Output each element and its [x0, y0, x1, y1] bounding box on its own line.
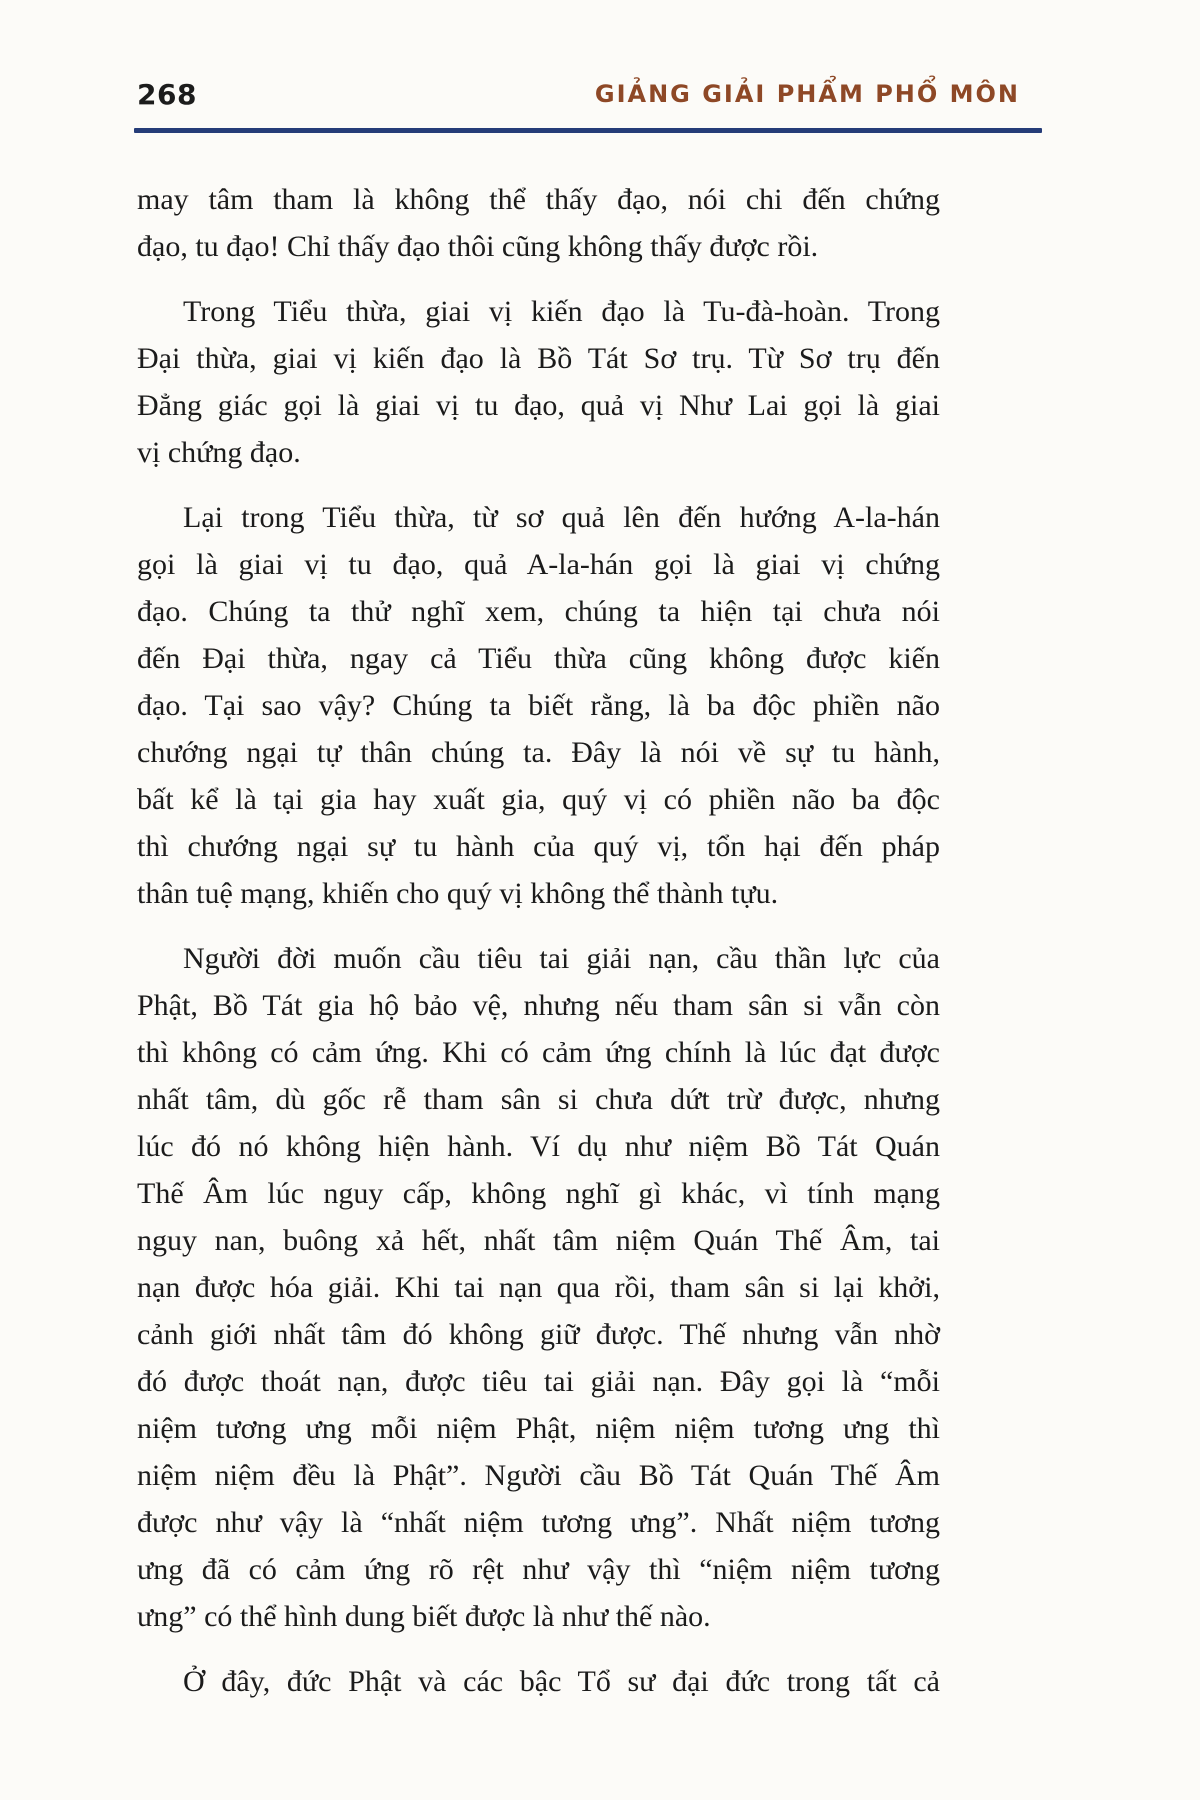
paragraph — [137, 494, 940, 917]
text-line: Đại thừa, giai vị kiến đạo là Bồ Tát Sơ trụ. Từ Sơ trụ đến — [137, 342, 940, 375]
paragraph — [137, 288, 940, 476]
text-line: lúc đó nó không hiện hành. Ví dụ như niệm Bồ Tát Quán — [137, 1130, 940, 1163]
text-line: chướng ngại tự thân chúng ta. Đây là nói về sự tu hành, — [137, 736, 940, 769]
text-line: Đẳng giác gọi là giai vị tu đạo, quả vị Như Lai gọi là giai — [137, 389, 940, 422]
text-line: ưng” có thể hình dung biết được là như thế nào. — [137, 1600, 711, 1633]
text-line: Thế Âm lúc nguy cấp, không nghĩ gì khác, vì tính mạng — [137, 1177, 940, 1210]
body-text — [137, 176, 940, 1723]
text-line: vị chứng đạo. — [137, 436, 301, 469]
text-line: bất kể là tại gia hay xuất gia, quý vị có phiền não ba độc — [137, 783, 940, 816]
text-line: được như vậy là “nhất niệm tương ưng”. Nhất niệm tương — [137, 1506, 940, 1539]
text-line: đạo. Chúng ta thử nghĩ xem, chúng ta hiện tại chưa nói — [137, 595, 940, 628]
text-line: Người đời muốn cầu tiêu tai giải nạn, cầu thần lực của — [183, 942, 940, 975]
text-line: đạo, tu đạo! Chỉ thấy đạo thôi cũng không thấy được rồi. — [137, 230, 819, 263]
text-line: nguy nan, buông xả hết, nhất tâm niệm Quán Thế Âm, tai — [137, 1224, 940, 1257]
page-number: 268 — [137, 78, 197, 111]
text-line: thì chướng ngại sự tu hành của quý vị, tổn hại đến pháp — [137, 830, 940, 863]
text-line: ưng đã có cảm ứng rõ rệt như vậy thì “niệm niệm tương — [137, 1553, 940, 1586]
text-line: nạn được hóa giải. Khi tai nạn qua rồi, tham sân si lại khởi, — [137, 1271, 940, 1304]
paragraph — [137, 935, 940, 1640]
header-rule — [134, 128, 1042, 133]
text-line: Trong Tiểu thừa, giai vị kiến đạo là Tu-đà-hoàn. Trong — [183, 295, 940, 328]
paragraph — [137, 176, 940, 270]
text-line: niệm tương ưng mỗi niệm Phật, niệm niệm tương ưng thì — [137, 1412, 940, 1445]
text-line: niệm niệm đều là Phật”. Người cầu Bồ Tát Quán Thế Âm — [137, 1459, 940, 1492]
text-line: nhất tâm, dù gốc rễ tham sân si chưa dứt trừ được, nhưng — [137, 1083, 940, 1116]
text-line: thì không có cảm ứng. Khi có cảm ứng chính là lúc đạt được — [137, 1036, 940, 1069]
text-line: gọi là giai vị tu đạo, quả A-la-hán gọi là giai vị chứng — [137, 548, 940, 581]
text-line: đến Đại thừa, ngay cả Tiểu thừa cũng không được kiến — [137, 642, 940, 675]
text-line: thân tuệ mạng, khiến cho quý vị không thể thành tựu. — [137, 877, 779, 910]
text-line: Lại trong Tiểu thừa, từ sơ quả lên đến hướng A-la-hán — [183, 501, 940, 534]
text-line: cảnh giới nhất tâm đó không giữ được. Thế nhưng vẫn nhờ — [137, 1318, 940, 1351]
chapter-title: GIẢNG GIẢI PHẨM PHỔ MÔN — [594, 80, 1020, 108]
text-line: Phật, Bồ Tát gia hộ bảo vệ, nhưng nếu tham sân si vẫn còn — [137, 989, 940, 1022]
paragraph — [137, 1658, 940, 1705]
text-line: Ở đây, đức Phật và các bậc Tổ sư đại đức trong tất cả — [183, 1665, 940, 1698]
text-line: đó được thoát nạn, được tiêu tai giải nạn. Đây gọi là “mỗi — [137, 1365, 940, 1398]
text-line: đạo. Tại sao vậy? Chúng ta biết rằng, là ba độc phiền não — [137, 689, 940, 722]
running-header — [137, 74, 1020, 110]
text-line: may tâm tham là không thể thấy đạo, nói chi đến chứng — [137, 183, 940, 216]
